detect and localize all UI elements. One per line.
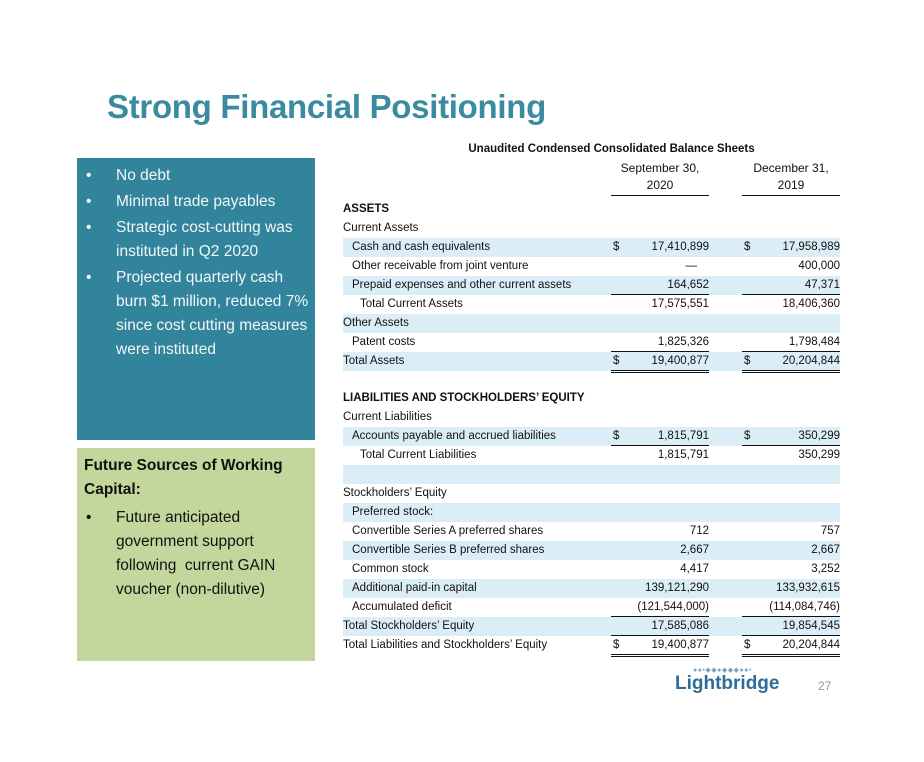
bullet-icon: • — [86, 269, 92, 286]
future-sources-list — [77, 506, 309, 602]
highlight-item: • No debt — [77, 164, 309, 188]
highlights-list — [77, 164, 309, 364]
column-headers — [343, 160, 840, 200]
future-sources-heading: Future Sources of Working Capital: — [84, 457, 283, 498]
logo-mark-icon: ●●•◆◆●◆◆◆●●• — [693, 667, 752, 674]
currency-symbol: $ — [744, 241, 751, 253]
currency-symbol: $ — [744, 639, 751, 651]
table-row: Convertible Series A preferred shares 712 757 — [352, 525, 840, 537]
highlight-item: • Minimal trade payables — [77, 190, 309, 214]
table-row: Additional paid-in capital 139,121,290 133,932,615 — [343, 579, 840, 598]
bullet-icon: • — [86, 167, 92, 184]
table-row: Common stock 4,417 3,252 — [352, 563, 840, 575]
table-row: Accumulated deficit (121,544,000) (114,084,746) — [343, 598, 840, 617]
highlight-item: • Strategic cost-cutting was instituted in Q2 2020 — [77, 216, 309, 264]
subheading-stockholders-equity: Stockholders’ Equity — [343, 487, 447, 499]
table-row-total: Total Current Liabilities 1,815,791 350,299 — [360, 449, 840, 461]
section-heading-assets: ASSETS — [343, 203, 390, 215]
future-sources-panel — [77, 448, 315, 661]
table-row: Cash and cash equivalents $ 17,410,899 $ 17,958,989 — [343, 238, 840, 257]
lightbridge-logo — [675, 666, 779, 694]
section-heading-liabilities: LIABILITIES AND STOCKHOLDERS’ EQUITY — [343, 392, 585, 404]
table-row-total: Total Stockholders’ Equity 17,585,086 19,854,545 — [343, 617, 840, 636]
bullet-icon: • — [86, 219, 92, 236]
table-row: Patent costs 1,825,326 1,798,484 — [343, 333, 840, 352]
bullet-icon: • — [86, 509, 92, 526]
table-row-total: Total Current Assets 17,575,551 18,406,360 — [360, 298, 840, 310]
table-row-total: Total Assets $ 19,400,877 $ 20,204,844 — [343, 352, 840, 371]
table-row: Convertible Series B preferred shares 2,667 2,667 — [343, 541, 840, 560]
currency-symbol: $ — [613, 639, 620, 651]
subheading-current-liabilities: Current Liabilities — [343, 411, 432, 423]
blank-row — [343, 465, 840, 484]
logo-text: Lightbridge — [675, 673, 780, 694]
currency-symbol: $ — [613, 430, 620, 442]
page-number: 27 — [818, 679, 832, 693]
currency-symbol: $ — [613, 241, 620, 253]
table-row: Accounts payable and accrued liabilities $ 1,815,791 $ 350,299 — [343, 427, 840, 446]
subheading-other-assets: Other Assets — [343, 314, 840, 333]
highlight-item: • Projected quarterly cash burn $1 million, reduced 7% since cost cutting measures were instituted — [77, 266, 309, 362]
table-row: Other receivable from joint venture — 400,000 — [352, 260, 840, 272]
balance-sheet-title: Unaudited Condensed Consolidated Balance Sheets — [468, 143, 755, 155]
table-row: Prepaid expenses and other current assets 164,652 47,371 — [343, 276, 840, 295]
table-row-grand-total: Total Liabilities and Stockholders’ Equity $ 19,400,877 $ 20,204,844 — [343, 636, 840, 655]
currency-symbol: $ — [744, 430, 751, 442]
future-source-item: • Future anticipated government support following current GAIN voucher (non-dilutive) — [77, 506, 309, 602]
column-header-sep-2020: September 30, 2020 — [611, 160, 709, 196]
currency-symbol: $ — [744, 355, 751, 367]
balance-sheet — [343, 143, 840, 655]
highlights-panel — [77, 158, 315, 440]
slide-title: Strong Financial Positioning — [107, 88, 546, 125]
subheading-current-assets: Current Assets — [343, 222, 419, 234]
column-header-dec-2019: December 31, 2019 — [742, 160, 840, 196]
subheading-preferred-stock: Preferred stock: — [343, 503, 840, 522]
bullet-icon: • — [86, 193, 92, 210]
currency-symbol: $ — [613, 355, 620, 367]
